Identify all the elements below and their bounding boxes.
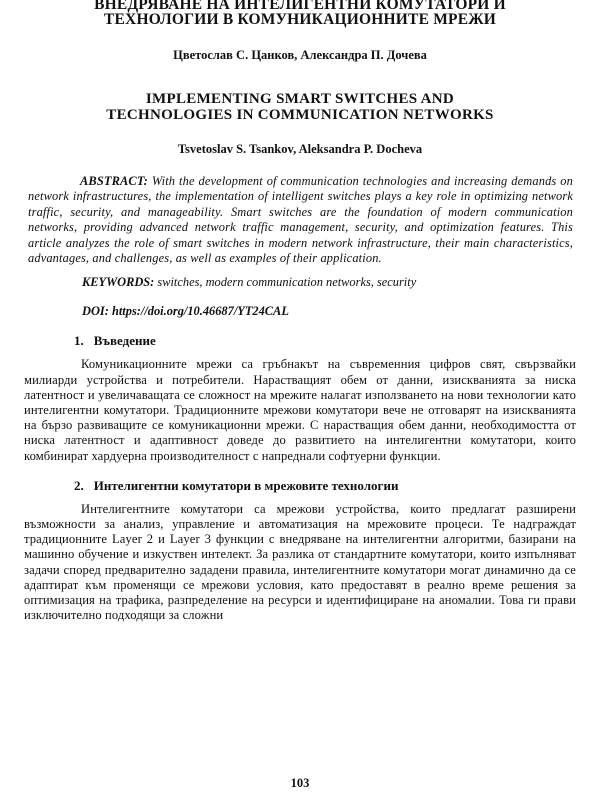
english-authors: Tsvetoslav S. Tsankov, Aleksandra P. Docheva xyxy=(177,142,423,156)
keywords-text: switches, modern communication networks, security xyxy=(157,275,417,290)
abstract xyxy=(28,174,573,266)
english-title xyxy=(24,91,576,123)
english-title-line-1: IMPLEMENTING SMART SWITCHES AND xyxy=(145,91,455,107)
section-heading-1 xyxy=(74,333,576,349)
section-number-1: 1. xyxy=(74,333,84,349)
bulgarian-authors: Цветослав С. Цанков, Александра П. Дочева xyxy=(173,48,427,62)
section-heading-2 xyxy=(74,478,576,494)
abstract-text: With the development of communication technologies and increasing demands on network infrastructures, the implementation of intelligent switches plays a key role in optimizing network traffic, security, and manageability. Smart switches are the foundation of modern communication networks, providing advanced network traffic management, security, and optimization features. This article analyzes the role of smart switches in modern network infrastructure, their main characteristics, advantages, and challenges, as well as examples of their application. xyxy=(28,174,574,266)
page-number: 103 xyxy=(290,776,310,790)
section-title-1: Въведение xyxy=(93,333,156,349)
bulgarian-title-line-1: ВНЕДРЯВАНЕ НА ИНТЕЛИГЕНТНИ КОМУТАТОРИ И xyxy=(94,0,506,13)
keywords-label: KEYWORDS: xyxy=(82,275,155,290)
doi-link[interactable]: https://doi.org/10.46687/YT24CAL xyxy=(111,304,289,319)
doi-label: DOI: xyxy=(82,304,109,319)
bulgarian-title xyxy=(24,0,576,27)
section-title-2: Интелигентни комутатори в мрежовите технологии xyxy=(93,477,399,493)
doi xyxy=(82,304,576,319)
section-paragraph-2: Интелигентните комутатори са мрежови устройства, които предлагат разширени възможности за анализ, управление и автоматизация на мрежовите процеси. Те надграждат традиционните Layer 2 и Layer 3 функции с внедряване на интелигентни алгоритми, базирани на машинно обучение и изкуствен интелект. За разлика от стандартните комутатори, които изпълняват задачи според предварително зададени правила, интелигентните комутатори могат динамично да се адаптират към променящи се мрежови условия, като предоставят в реално време решения за оптимизация на трафика, разпределение на ресурси и идентифициране на аномалии. Това ги прави изключително подходящи за сложни xyxy=(24,501,576,623)
keywords xyxy=(82,275,576,290)
bulgarian-title-line-2: ТЕХНОЛОГИИ В КОМУНИКАЦИОННИТЕ МРЕЖИ xyxy=(103,11,497,28)
section-paragraph-1: Комуникационните мрежи са гръбнакът на съвременния цифров свят, свързвайки милиарди устройства и потребители. Нарастващият обем от данни, изискванията за ниска латентност и увеличаващата се сложност на мрежите налагат използването на нови технологии като интелигентни комутатори. Традиционните мрежови комутатори вече не отговарят на изискванията на бързо развиващите се комуникационни мрежи. С нарастващия обем данни, необходимостта от ниска латентност и адаптивност доведе до развитието на интелигентни комутатори, които комбинират хардуерна производителност с напреднали софтуерни функции. xyxy=(24,357,576,463)
section-number-2: 2. xyxy=(74,477,84,493)
english-title-line-2: TECHNOLOGIES IN COMMUNICATION NETWORKS xyxy=(106,107,494,123)
abstract-label: ABSTRACT: xyxy=(80,174,148,188)
